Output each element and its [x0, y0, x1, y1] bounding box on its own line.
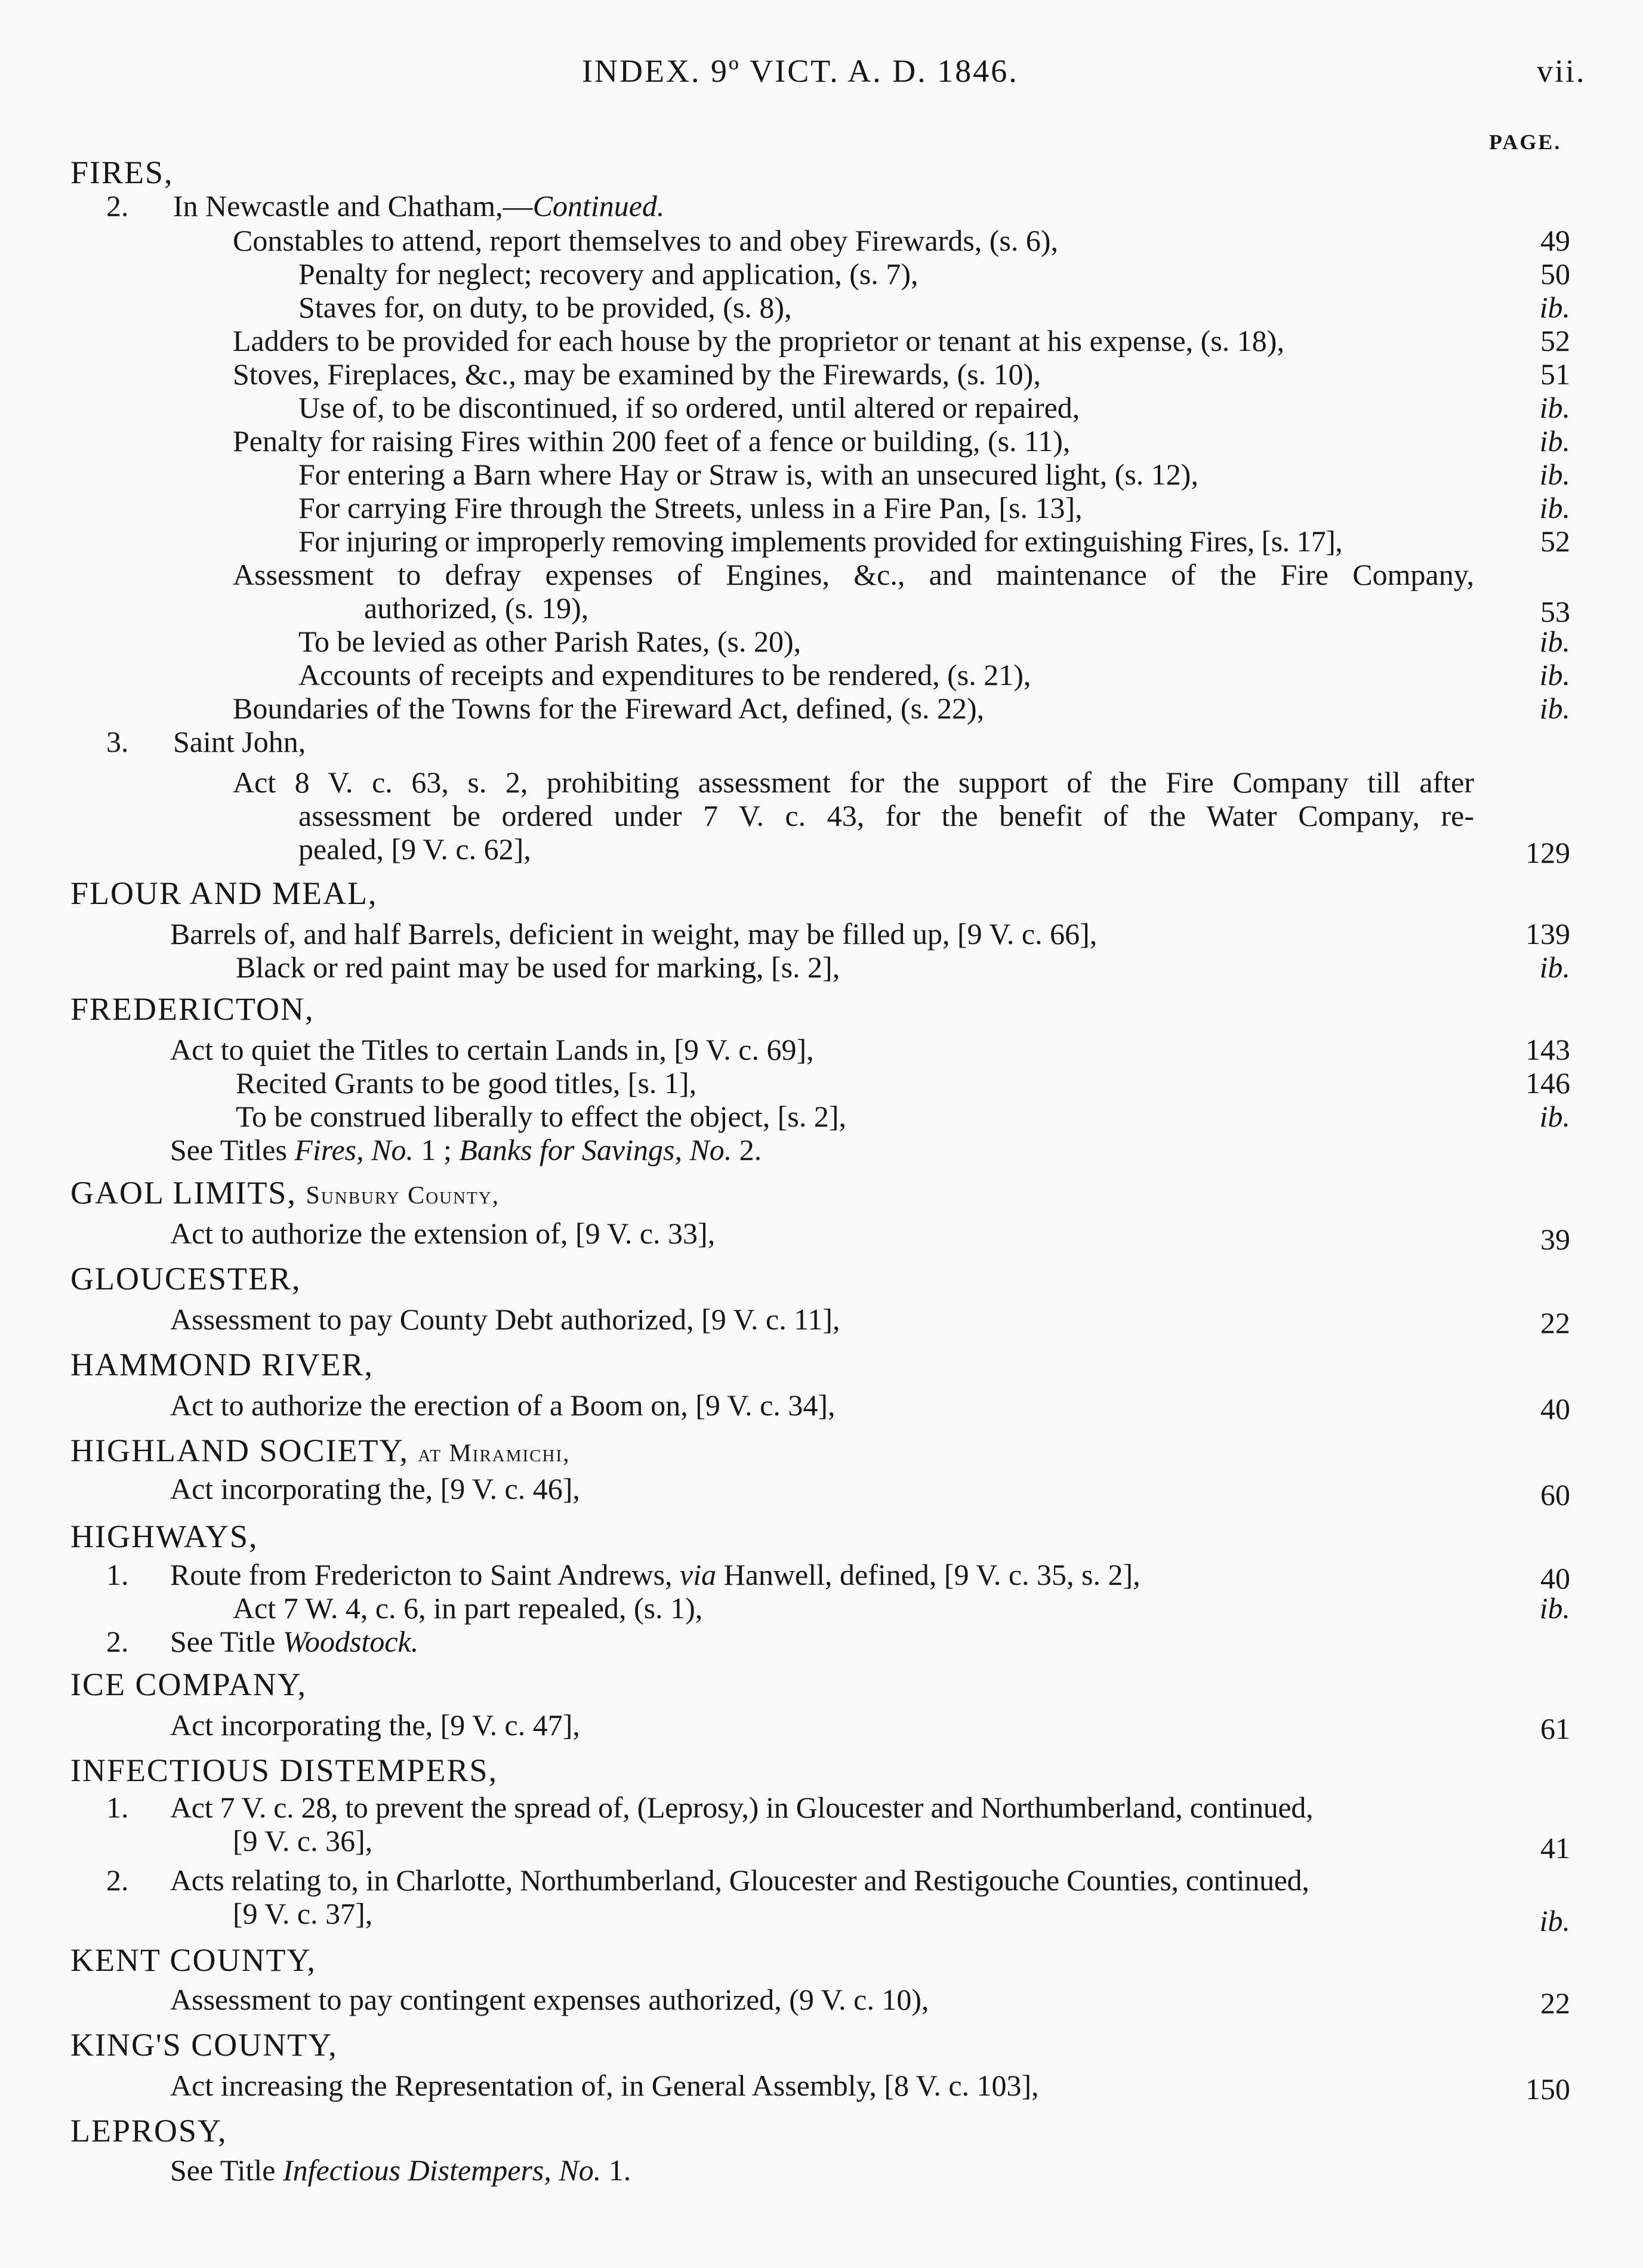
page-ref: ib.: [1539, 951, 1570, 984]
index-line: authorized, (s. 19),: [364, 591, 589, 625]
index-subheading: Saint John,: [173, 725, 306, 758]
index-line: Assessment to pay County Debt authorized, [9 V. c. 11],: [170, 1303, 840, 1336]
page-ref: 129: [1525, 836, 1570, 869]
index-text-italic: Fires, No.: [294, 1133, 414, 1167]
index-heading-subtext: at Miramichi,: [418, 1440, 571, 1467]
index-line: Staves for, on duty, to be provided, (s. 8),: [298, 291, 792, 324]
page-ref: 53: [1540, 595, 1570, 628]
index-subheading: [173, 191, 664, 221]
index-line: Act increasing the Representation of, in General Assembly, [8 V. c. 103],: [170, 2069, 1039, 2102]
index-text-italic: Continued.: [532, 189, 665, 223]
index-text: Hanwell, defined, [9 V. c. 35, s. 2],: [716, 1558, 1140, 1591]
index-text-italic: via: [680, 1558, 717, 1591]
index-line: Barrels of, and half Barrels, deficient in weight, may be filled up, [9 V. c. 66],: [170, 917, 1098, 951]
page-ref: 139: [1525, 917, 1570, 951]
index-text: See Title: [170, 1625, 283, 1658]
page-ref: 22: [1540, 1986, 1570, 2020]
folio-number: vii.: [1537, 53, 1586, 89]
index-line: Black or red paint may be used for marking, [s. 2],: [236, 951, 840, 984]
index-heading-subtext: Sunbury County,: [306, 1182, 500, 1209]
index-line: For entering a Barn where Hay or Straw is, with an unsecured light, (s. 12),: [298, 458, 1198, 491]
page-ref: ib.: [1539, 1591, 1570, 1625]
index-heading-highland-society: [70, 1434, 571, 1467]
index-line: Act to authorize the extension of, [9 V. c. 33],: [170, 1217, 716, 1250]
page-ref: ib.: [1539, 491, 1570, 524]
page-ref: 143: [1525, 1033, 1570, 1066]
index-line: Act incorporating the, [9 V. c. 47],: [170, 1708, 580, 1742]
page-ref: 60: [1540, 1478, 1570, 1511]
index-heading-highways: HIGHWAYS,: [70, 1519, 258, 1554]
page-ref: 41: [1540, 1831, 1570, 1865]
index-heading-text: HIGHLAND SOCIETY,: [70, 1433, 418, 1468]
index-line: pealed, [9 V. c. 62],: [298, 832, 531, 866]
index-line: Penalty for neglect; recovery and application, (s. 7),: [298, 257, 918, 291]
see-also-reference: [170, 1135, 762, 1165]
page-ref: 50: [1540, 257, 1570, 291]
index-line: Use of, to be discontinued, if so ordered, until altered or repaired,: [298, 391, 1080, 424]
page-ref: 40: [1540, 1562, 1570, 1595]
index-heading-kings-county: KING'S COUNTY,: [70, 2027, 338, 2063]
index-line: Assessment to defray expenses of Engines, &c., and maintenance of the Fire Company,: [233, 558, 1474, 591]
sub-number: 1.: [106, 1791, 129, 1824]
index-line: For injuring or improperly removing implements provided for extinguishing Fires, [s. 17],: [298, 524, 1343, 558]
page-ref: ib.: [1539, 1100, 1570, 1133]
index-line: Ladders to be provided for each house by the proprietor or tenant at his expense, (s. 18),: [233, 324, 1284, 357]
index-heading-flour-and-meal: FLOUR AND MEAL,: [70, 875, 378, 911]
page-ref: 51: [1540, 357, 1570, 391]
page-ref: 61: [1540, 1712, 1570, 1745]
index-heading-text: GAOL LIMITS,: [70, 1175, 306, 1211]
index-line: For carrying Fire through the Streets, unless in a Fire Pan, [s. 13],: [298, 491, 1083, 524]
page-ref: ib.: [1539, 458, 1570, 491]
index-line: Boundaries of the Towns for the Fireward Act, defined, (s. 22),: [233, 692, 985, 725]
index-heading-fredericton: FREDERICTON,: [70, 991, 315, 1027]
page-ref: ib.: [1539, 692, 1570, 725]
page-ref: ib.: [1539, 391, 1570, 424]
index-line: assessment be ordered under 7 V. c. 43, for the benefit of the Water Company, re-: [298, 799, 1474, 832]
page-ref: ib.: [1539, 291, 1570, 324]
index-line: Stoves, Fireplaces, &c., may be examined by the Firewards, (s. 10),: [233, 357, 1041, 391]
index-text: In Newcastle and Chatham,—: [173, 189, 533, 223]
index-text-italic: Woodstock.: [282, 1625, 419, 1658]
index-line: Constables to attend, report themselves to and obey Firewards, (s. 6),: [233, 224, 1059, 257]
index-heading-hammond-river: HAMMOND RIVER,: [70, 1347, 374, 1383]
index-line: [9 V. c. 37],: [233, 1897, 373, 1930]
page-ref: 22: [1540, 1306, 1570, 1340]
page-ref: 52: [1540, 524, 1570, 558]
page-ref: 40: [1540, 1392, 1570, 1425]
page-ref: 150: [1525, 2072, 1570, 2106]
index-text: 1.: [601, 2153, 631, 2187]
index-text: See Titles: [170, 1133, 295, 1167]
see-also-reference: [170, 1627, 418, 1656]
index-text: See Title: [170, 2153, 283, 2187]
index-line: Penalty for raising Fires within 200 feet of a fence or building, (s. 11),: [233, 424, 1071, 458]
index-text: Route from Fredericton to Saint Andrews,: [170, 1558, 680, 1591]
index-heading-fires: FIRES,: [70, 155, 174, 190]
index-line: Assessment to pay contingent expenses authorized, (9 V. c. 10),: [170, 1983, 929, 2016]
index-line: [170, 1560, 1140, 1590]
index-heading-gloucester: GLOUCESTER,: [70, 1261, 301, 1297]
sub-number: 1.: [106, 1558, 129, 1591]
running-header-title: INDEX. 9º VICT. A. D. 1846.: [582, 53, 1019, 89]
index-heading-kent-county: KENT COUNTY,: [70, 1942, 317, 1978]
index-line: Act 8 V. c. 63, s. 2, prohibiting assessment for the support of the Fire Company till after: [233, 766, 1474, 799]
index-line: [9 V. c. 36],: [233, 1824, 373, 1857]
index-heading-leprosy: LEPROSY,: [70, 2113, 227, 2149]
sub-number: 3.: [106, 725, 129, 758]
index-line: To be levied as other Parish Rates, (s. 20),: [298, 625, 802, 658]
page-ref: ib.: [1539, 625, 1570, 658]
index-text-italic: Banks for Savings, No.: [459, 1133, 732, 1167]
index-line: Accounts of receipts and expenditures to be rendered, (s. 21),: [298, 658, 1031, 692]
page-ref: ib.: [1539, 1904, 1570, 1937]
index-text: 2.: [732, 1133, 762, 1167]
sub-number: 2.: [106, 1625, 129, 1658]
index-heading-gaol-limits: [70, 1177, 500, 1209]
page-ref: ib.: [1539, 424, 1570, 458]
sub-number: 2.: [106, 1863, 129, 1897]
page-ref: 39: [1540, 1223, 1570, 1256]
page-column-label: PAGE.: [1489, 130, 1562, 154]
see-also-reference: [170, 2155, 631, 2185]
index-text-italic: Infectious Distempers, No.: [282, 2153, 602, 2187]
index-heading-infectious-distempers: INFECTIOUS DISTEMPERS,: [70, 1752, 498, 1788]
index-line: To be construed liberally to effect the object, [s. 2],: [236, 1100, 846, 1133]
index-line: Act to authorize the erection of a Boom on, [9 V. c. 34],: [170, 1388, 836, 1422]
index-line: Acts relating to, in Charlotte, Northumberland, Gloucester and Restigouche Counties, continued,: [170, 1863, 1309, 1897]
page-ref: 49: [1540, 224, 1570, 257]
index-text: 1 ;: [413, 1133, 460, 1167]
index-line: Act incorporating the, [9 V. c. 46],: [170, 1472, 580, 1505]
page-ref: 146: [1525, 1066, 1570, 1100]
index-heading-ice-company: ICE COMPANY,: [70, 1667, 307, 1702]
index-line: Act to quiet the Titles to certain Lands in, [9 V. c. 69],: [170, 1033, 814, 1066]
index-line: Act 7 V. c. 28, to prevent the spread of, (Leprosy,) in Gloucester and Northumberland, continued,: [170, 1791, 1314, 1824]
sub-number: 2.: [106, 189, 129, 223]
page-ref: ib.: [1539, 658, 1570, 692]
index-line: Act 7 W. 4, c. 6, in part repealed, (s. 1),: [233, 1591, 703, 1625]
page-ref: 52: [1540, 324, 1570, 357]
index-line: Recited Grants to be good titles, [s. 1],: [236, 1066, 697, 1100]
